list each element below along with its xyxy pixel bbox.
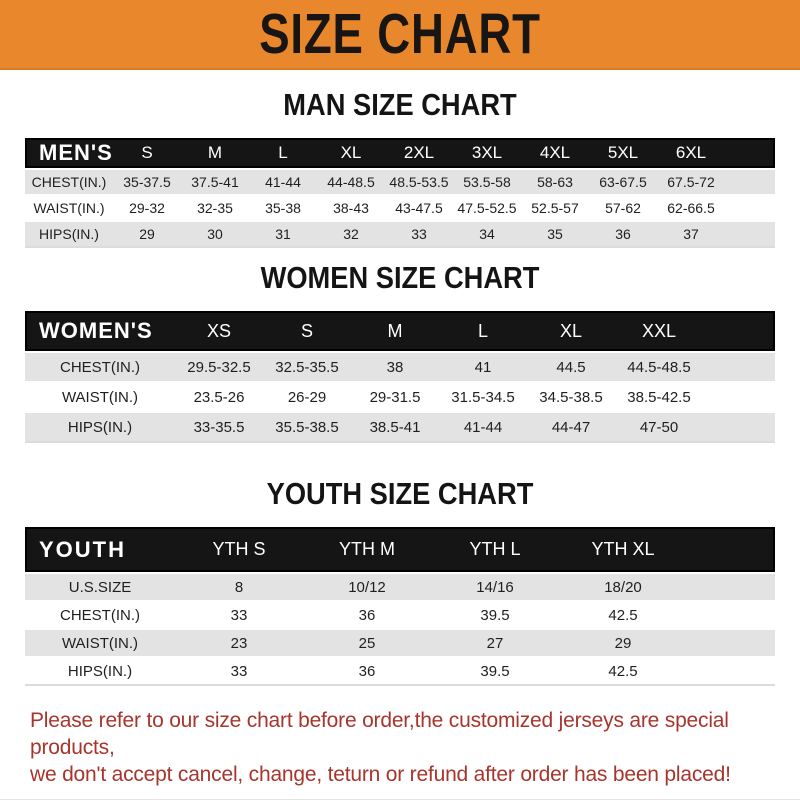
size-value-cell: 36 <box>303 656 431 684</box>
banner-title: SIZE CHART <box>259 1 541 66</box>
size-column-header: M <box>351 311 439 351</box>
row-label: U.S.SIZE <box>25 572 175 600</box>
size-value-cell: 36 <box>589 220 657 246</box>
measurement-row <box>25 600 775 628</box>
size-value-cell: 35 <box>521 220 589 246</box>
size-value-cell: 47.5-52.5 <box>453 194 521 220</box>
table-header-row <box>25 311 775 351</box>
size-value-cell: 38.5-41 <box>351 411 439 441</box>
size-value-cell: 29 <box>113 220 181 246</box>
size-value-cell: 29-32 <box>113 194 181 220</box>
filler-cell <box>687 572 775 600</box>
size-value-cell: 25 <box>303 628 431 656</box>
measurement-row <box>25 411 775 441</box>
size-value-cell: 23.5-26 <box>175 381 263 411</box>
men-section-heading: MAN SIZE CHART <box>283 87 517 122</box>
size-value-cell: 52.5-57 <box>521 194 589 220</box>
row-label: WAIST(IN.) <box>25 194 113 220</box>
banner <box>0 0 800 70</box>
size-column-header: 3XL <box>453 138 521 168</box>
size-value-cell: 39.5 <box>431 600 559 628</box>
size-value-cell: 26-29 <box>263 381 351 411</box>
row-label: WAIST(IN.) <box>25 381 175 411</box>
filler-cell <box>703 311 775 351</box>
size-column-header: 5XL <box>589 138 657 168</box>
row-label: CHEST(IN.) <box>25 600 175 628</box>
size-value-cell: 33-35.5 <box>175 411 263 441</box>
table-header-row <box>25 527 775 572</box>
row-label: HIPS(IN.) <box>25 656 175 684</box>
size-value-cell: 63-67.5 <box>589 168 657 194</box>
size-value-cell: 41-44 <box>249 168 317 194</box>
measurement-row <box>25 572 775 600</box>
disclaimer-line2: we don't accept cancel, change, teturn or refund after order has been placed! <box>30 763 731 786</box>
filler-cell <box>725 168 775 194</box>
size-column-header: 2XL <box>385 138 453 168</box>
size-value-cell: 48.5-53.5 <box>385 168 453 194</box>
size-value-cell: 34.5-38.5 <box>527 381 615 411</box>
size-column-header: YTH L <box>431 527 559 572</box>
measurement-row <box>25 656 775 684</box>
size-value-cell: 35.5-38.5 <box>263 411 351 441</box>
measurement-row <box>25 381 775 411</box>
size-column-header: L <box>439 311 527 351</box>
row-label: WAIST(IN.) <box>25 628 175 656</box>
size-value-cell: 44-47 <box>527 411 615 441</box>
size-value-cell: 38 <box>351 351 439 381</box>
size-value-cell: 32-35 <box>181 194 249 220</box>
size-value-cell: 38.5-42.5 <box>615 381 703 411</box>
women-size-table <box>25 311 775 443</box>
size-value-cell: 38-43 <box>317 194 385 220</box>
size-value-cell: 29 <box>559 628 687 656</box>
size-value-cell: 35-37.5 <box>113 168 181 194</box>
table-title-cell: YOUTH <box>25 527 175 572</box>
size-value-cell: 42.5 <box>559 600 687 628</box>
size-column-header: XL <box>527 311 615 351</box>
size-value-cell: 37.5-41 <box>181 168 249 194</box>
size-value-cell: 27 <box>431 628 559 656</box>
size-column-header: XXL <box>615 311 703 351</box>
filler-cell <box>687 656 775 684</box>
row-label: CHEST(IN.) <box>25 168 113 194</box>
size-value-cell: 33 <box>175 656 303 684</box>
filler-cell <box>703 351 775 381</box>
size-value-cell: 58-63 <box>521 168 589 194</box>
filler-cell <box>687 527 775 572</box>
size-value-cell: 33 <box>385 220 453 246</box>
size-value-cell: 62-66.5 <box>657 194 725 220</box>
size-value-cell: 42.5 <box>559 656 687 684</box>
size-value-cell: 18/20 <box>559 572 687 600</box>
size-value-cell: 44.5-48.5 <box>615 351 703 381</box>
size-column-header: YTH S <box>175 527 303 572</box>
filler-cell <box>703 381 775 411</box>
filler-cell <box>687 600 775 628</box>
size-value-cell: 53.5-58 <box>453 168 521 194</box>
measurement-row <box>25 351 775 381</box>
filler-cell <box>703 411 775 441</box>
men-size-table <box>25 138 775 248</box>
measurement-row <box>25 194 775 220</box>
size-value-cell: 44-48.5 <box>317 168 385 194</box>
measurement-row <box>25 628 775 656</box>
size-value-cell: 41 <box>439 351 527 381</box>
row-label: CHEST(IN.) <box>25 351 175 381</box>
size-value-cell: 39.5 <box>431 656 559 684</box>
size-value-cell: 8 <box>175 572 303 600</box>
size-column-header: S <box>113 138 181 168</box>
measurement-row <box>25 220 775 246</box>
size-value-cell: 41-44 <box>439 411 527 441</box>
disclaimer-line1: Please refer to our size chart before order,the customized jerseys are special products, <box>30 709 729 759</box>
size-value-cell: 36 <box>303 600 431 628</box>
size-column-header: 4XL <box>521 138 589 168</box>
size-column-header: XL <box>317 138 385 168</box>
size-column-header: YTH XL <box>559 527 687 572</box>
size-value-cell: 31.5-34.5 <box>439 381 527 411</box>
size-value-cell: 35-38 <box>249 194 317 220</box>
youth-section-heading: YOUTH SIZE CHART <box>266 476 534 511</box>
table-header-row <box>25 138 775 168</box>
measurement-row <box>25 168 775 194</box>
size-value-cell: 29-31.5 <box>351 381 439 411</box>
size-value-cell: 14/16 <box>431 572 559 600</box>
filler-cell <box>687 628 775 656</box>
size-column-header: S <box>263 311 351 351</box>
size-value-cell: 10/12 <box>303 572 431 600</box>
women-section-heading: WOMEN SIZE CHART <box>260 260 540 295</box>
size-value-cell: 57-62 <box>589 194 657 220</box>
filler-cell <box>725 220 775 246</box>
row-label: HIPS(IN.) <box>25 411 175 441</box>
size-value-cell: 33 <box>175 600 303 628</box>
size-value-cell: 30 <box>181 220 249 246</box>
row-label: HIPS(IN.) <box>25 220 113 246</box>
youth-size-table <box>25 527 775 686</box>
size-value-cell: 44.5 <box>527 351 615 381</box>
size-column-header: L <box>249 138 317 168</box>
size-value-cell: 37 <box>657 220 725 246</box>
size-value-cell: 43-47.5 <box>385 194 453 220</box>
size-value-cell: 32.5-35.5 <box>263 351 351 381</box>
size-column-header: XS <box>175 311 263 351</box>
size-value-cell: 31 <box>249 220 317 246</box>
filler-cell <box>725 138 775 168</box>
women-section <box>0 260 800 443</box>
size-value-cell: 67.5-72 <box>657 168 725 194</box>
table-title-cell: MEN'S <box>25 138 113 168</box>
disclaimer <box>30 707 772 788</box>
youth-section <box>0 476 800 686</box>
men-section <box>0 87 800 248</box>
size-value-cell: 47-50 <box>615 411 703 441</box>
size-value-cell: 32 <box>317 220 385 246</box>
size-value-cell: 29.5-32.5 <box>175 351 263 381</box>
size-column-header: M <box>181 138 249 168</box>
filler-cell <box>725 194 775 220</box>
size-value-cell: 23 <box>175 628 303 656</box>
size-value-cell: 34 <box>453 220 521 246</box>
table-title-cell: WOMEN'S <box>25 311 175 351</box>
size-column-header: YTH M <box>303 527 431 572</box>
size-column-header: 6XL <box>657 138 725 168</box>
